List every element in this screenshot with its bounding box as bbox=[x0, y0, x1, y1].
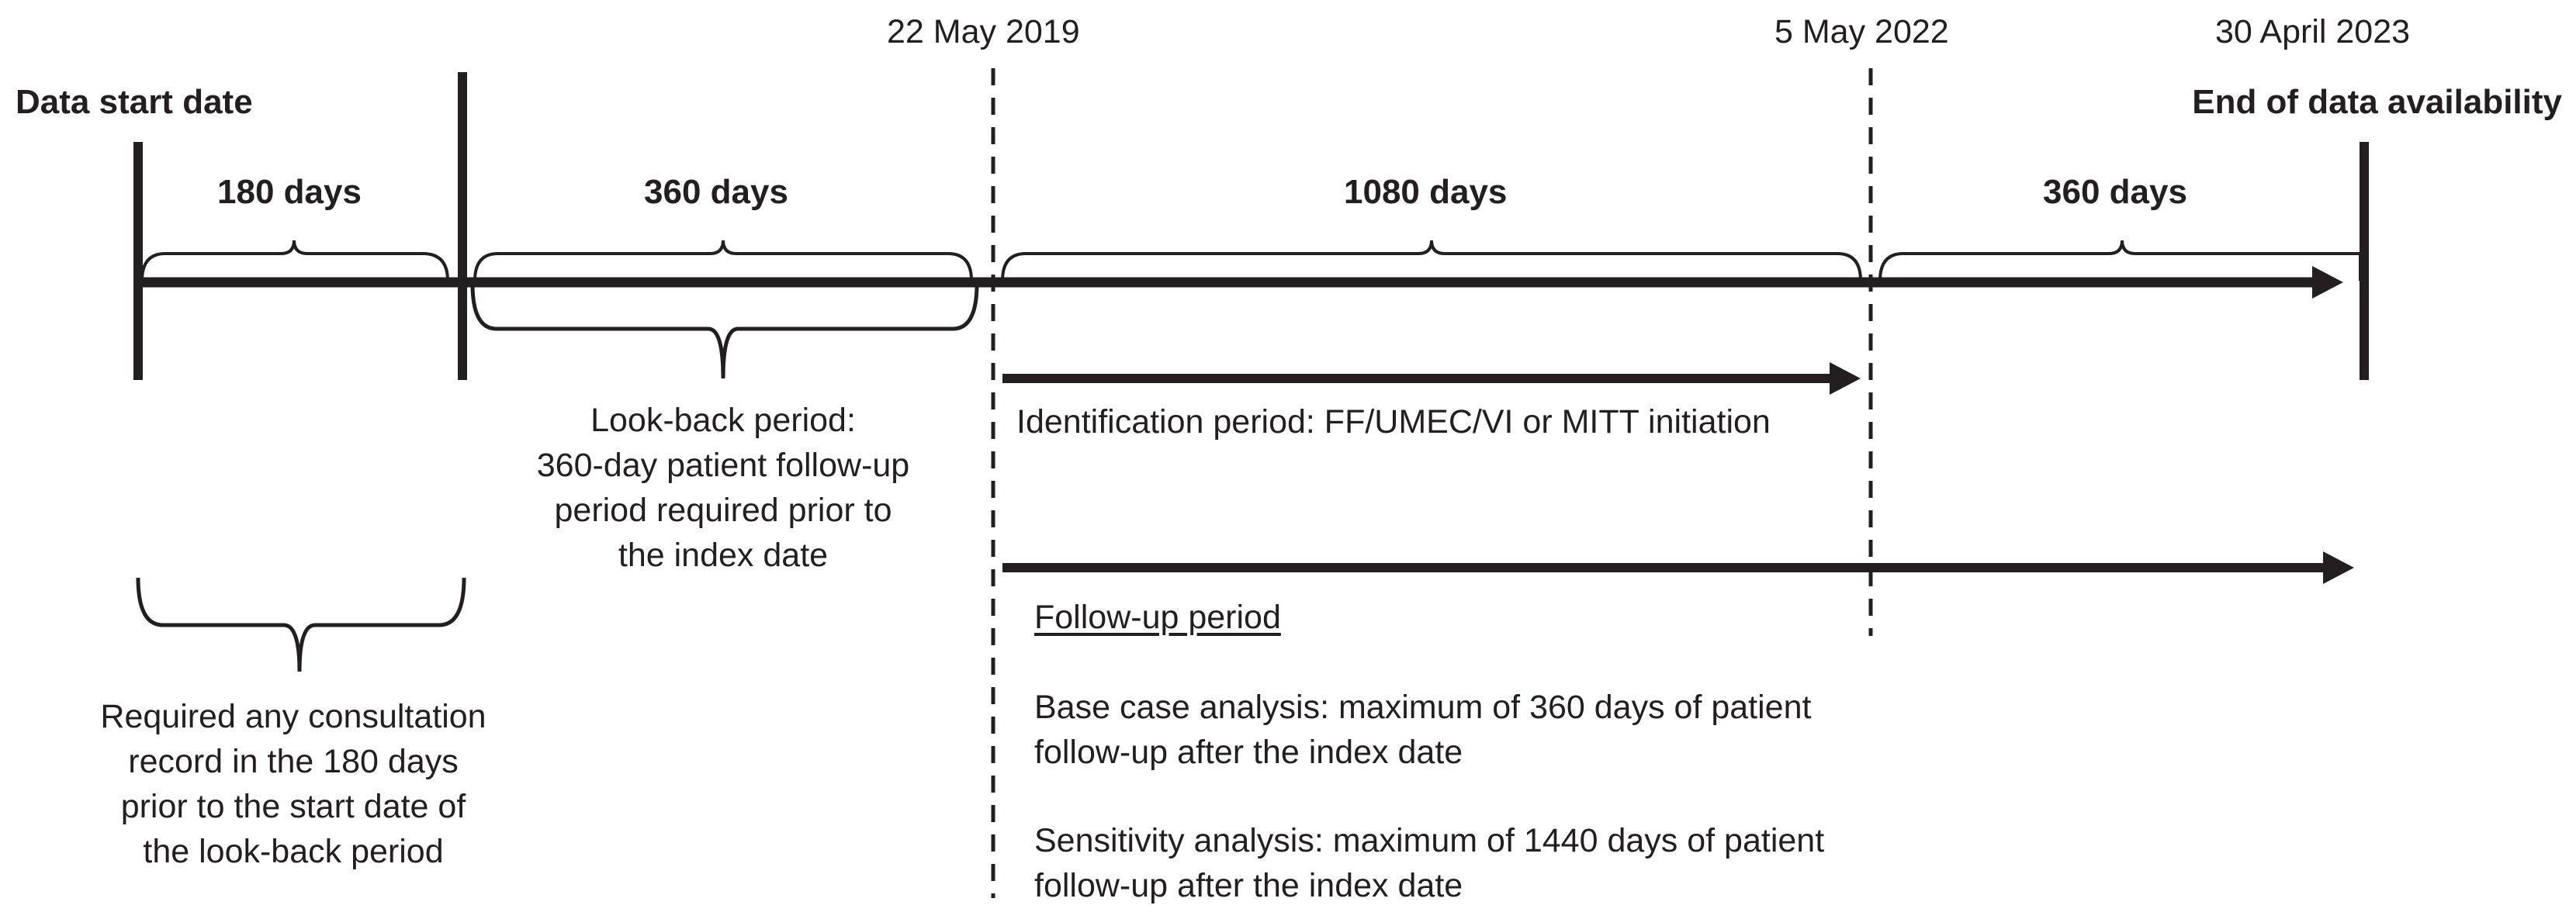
identification-arrowhead bbox=[1830, 362, 1861, 395]
brace-180-days bbox=[142, 240, 448, 281]
consultation-line-1: Required any consultation bbox=[100, 698, 486, 735]
consultation-line-4: the look-back period bbox=[143, 833, 444, 870]
brace-1080-days bbox=[1002, 240, 1861, 281]
segment-label-1080: 1080 days bbox=[1344, 173, 1508, 211]
data-start-label: Data start date bbox=[16, 83, 253, 121]
base-case-annotation bbox=[1034, 685, 1811, 775]
brace-360-days-lookback bbox=[475, 240, 971, 281]
brace-360-days-final bbox=[1880, 240, 2360, 281]
brace-consultation bbox=[138, 578, 464, 672]
lookback-line-4: the index date bbox=[618, 537, 829, 574]
main-timeline-arrowhead bbox=[2312, 266, 2343, 299]
lookback-line-2: 360-day patient follow-up bbox=[536, 447, 910, 484]
consultation-line-3: prior to the start date of bbox=[120, 788, 466, 825]
sensitivity-annotation bbox=[1034, 818, 1824, 908]
lookback-line-3: period required prior to bbox=[554, 492, 892, 529]
followup-arrowhead bbox=[2323, 551, 2354, 584]
consultation-line-2: record in the 180 days bbox=[128, 743, 459, 780]
end-of-data-label: End of data availability bbox=[2192, 83, 2562, 121]
followup-period-title: Follow-up period bbox=[1034, 599, 1281, 636]
segment-label-360-lookback: 360 days bbox=[644, 173, 788, 211]
segment-label-180: 180 days bbox=[217, 173, 362, 211]
sensitivity-line-2: follow-up after the index date bbox=[1034, 867, 1463, 904]
consultation-annotation bbox=[61, 694, 526, 874]
base-case-line-1: Base case analysis: maximum of 360 days of patient bbox=[1034, 689, 1812, 726]
date-identification-end: 5 May 2022 bbox=[1774, 13, 1949, 50]
identification-period-label: Identification period: FF/UMEC/VI or MITT initiation bbox=[1016, 403, 1771, 440]
segment-label-360-final: 360 days bbox=[2043, 173, 2187, 211]
base-case-line-2: follow-up after the index date bbox=[1034, 734, 1463, 771]
lookback-line-1: Look-back period: bbox=[590, 402, 856, 439]
brace-lookback-below bbox=[473, 284, 977, 378]
lookback-annotation bbox=[490, 398, 956, 578]
date-index-start: 22 May 2019 bbox=[887, 13, 1080, 50]
date-data-end: 30 April 2023 bbox=[2215, 13, 2411, 50]
sensitivity-line-1: Sensitivity analysis: maximum of 1440 days of patient bbox=[1034, 822, 1825, 859]
